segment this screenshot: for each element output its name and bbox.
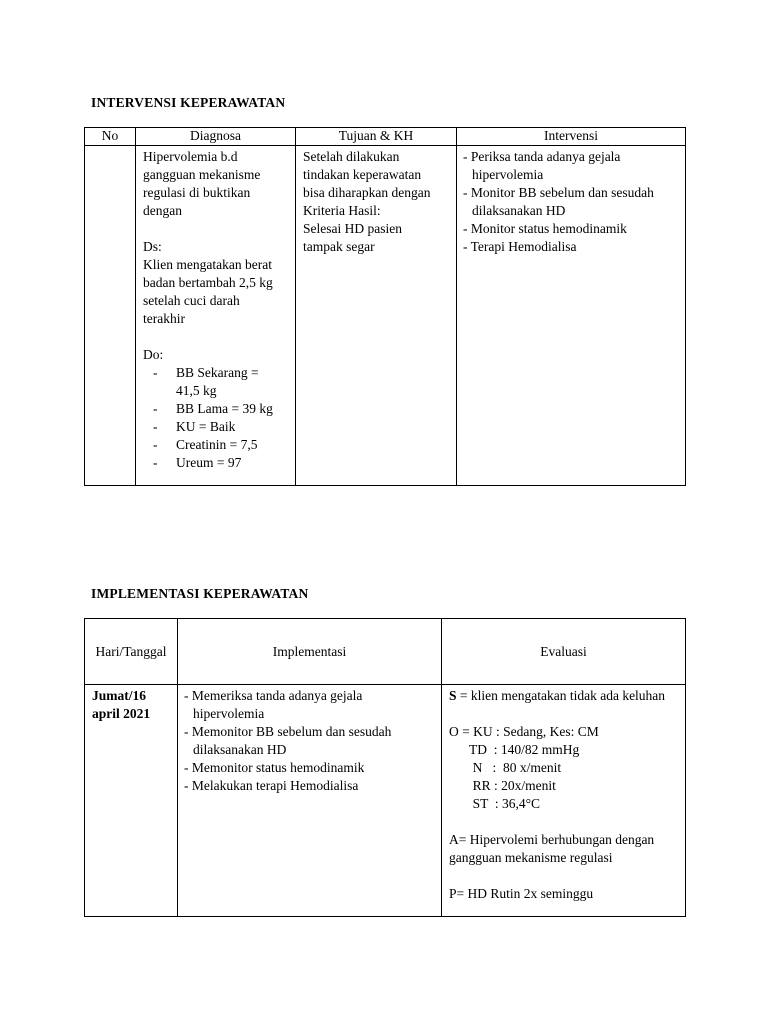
intervensi-header-row bbox=[85, 128, 686, 146]
do-list bbox=[143, 364, 288, 472]
o-line: TD : 140/82 mmHg bbox=[449, 742, 580, 757]
list-item: - Memonitor status hemodinamik bbox=[184, 760, 365, 775]
cell-implementasi bbox=[178, 685, 442, 917]
cell-no bbox=[85, 146, 136, 486]
list-item: - Monitor status hemodinamik bbox=[463, 221, 627, 236]
list-item: - KU = Baik bbox=[153, 419, 236, 434]
header-tujuan-kh: Tujuan & KH bbox=[296, 128, 457, 146]
cell-hari-tanggal bbox=[85, 685, 178, 917]
list-item: - Terapi Hemodialisa bbox=[463, 239, 577, 254]
bullet: - bbox=[153, 419, 158, 434]
intervensi-table bbox=[84, 127, 686, 486]
table-row bbox=[85, 685, 686, 917]
list-item: - Memeriksa tanda adanya gejala hipervolemia bbox=[184, 688, 363, 721]
cell-intervensi bbox=[457, 146, 686, 486]
evaluasi-a: A= Hipervolemi berhubungan dengan gangguan mekanisme regulasi bbox=[449, 832, 655, 865]
table-row bbox=[85, 146, 686, 486]
hari-tanggal-text: Jumat/16 april 2021 bbox=[92, 688, 151, 721]
evaluasi-s bbox=[449, 687, 678, 705]
do-label: Do: bbox=[143, 347, 164, 362]
evaluasi-p: P= HD Rutin 2x seminggu bbox=[449, 886, 594, 901]
bullet: - bbox=[153, 365, 158, 380]
list-item: - BB Lama = 39 kg bbox=[153, 401, 273, 416]
list-item: - Ureum = 97 bbox=[153, 455, 242, 470]
cell-diagnosa bbox=[136, 146, 296, 486]
header-diagnosa: Diagnosa bbox=[136, 128, 296, 146]
list-item: - BB Sekarang = 41,5 kg bbox=[153, 365, 259, 398]
header-evaluasi: Evaluasi bbox=[442, 619, 686, 685]
intervensi-heading: INTERVENSI KEPERAWATAN bbox=[91, 95, 286, 110]
implementasi-heading: IMPLEMENTASI KEPERAWATAN bbox=[91, 586, 309, 601]
header-implementasi: Implementasi bbox=[178, 619, 442, 685]
header-no: No bbox=[85, 128, 136, 146]
s-text: = klien mengatakan tidak ada keluhan bbox=[456, 688, 666, 703]
o-line: O = KU : Sedang, Kes: CM bbox=[449, 724, 599, 739]
s-label: S bbox=[449, 688, 457, 703]
list-item: - Periksa tanda adanya gejala hipervolemia bbox=[463, 149, 621, 182]
cell-evaluasi bbox=[442, 685, 686, 917]
ds-label: Ds: bbox=[143, 239, 162, 254]
bullet: - bbox=[153, 401, 158, 416]
o-line: ST : 36,4°C bbox=[449, 796, 541, 811]
implementasi-header-row bbox=[85, 619, 686, 685]
ds-text: Klien mengatakan berat badan bertambah 2,5 kg setelah cuci darah terakhir bbox=[143, 257, 273, 326]
list-item: - Melakukan terapi Hemodialisa bbox=[184, 778, 359, 793]
bullet: - bbox=[153, 455, 158, 470]
header-hari-tanggal: Hari/Tanggal bbox=[85, 619, 178, 685]
implementasi-table bbox=[84, 618, 686, 917]
cell-tujuan-kh bbox=[296, 146, 457, 486]
o-line: N : 80 x/menit bbox=[449, 760, 562, 775]
evaluasi-o bbox=[449, 723, 678, 813]
tujuan-text: Setelah dilakukan tindakan keperawatan bisa diharapkan dengan Kriteria Hasil: Selesai HD pasien tampak segar bbox=[303, 149, 431, 254]
list-item: - Creatinin = 7,5 bbox=[153, 437, 258, 452]
diagnosa-intro: Hipervolemia b.d gangguan mekanisme regulasi di buktikan dengan bbox=[143, 149, 261, 218]
o-line: RR : 20x/menit bbox=[449, 778, 556, 793]
list-item: - Memonitor BB sebelum dan sesudah dilaksanakan HD bbox=[184, 724, 392, 757]
list-item: - Monitor BB sebelum dan sesudah dilaksanakan HD bbox=[463, 185, 654, 218]
bullet: - bbox=[153, 437, 158, 452]
header-intervensi: Intervensi bbox=[457, 128, 686, 146]
